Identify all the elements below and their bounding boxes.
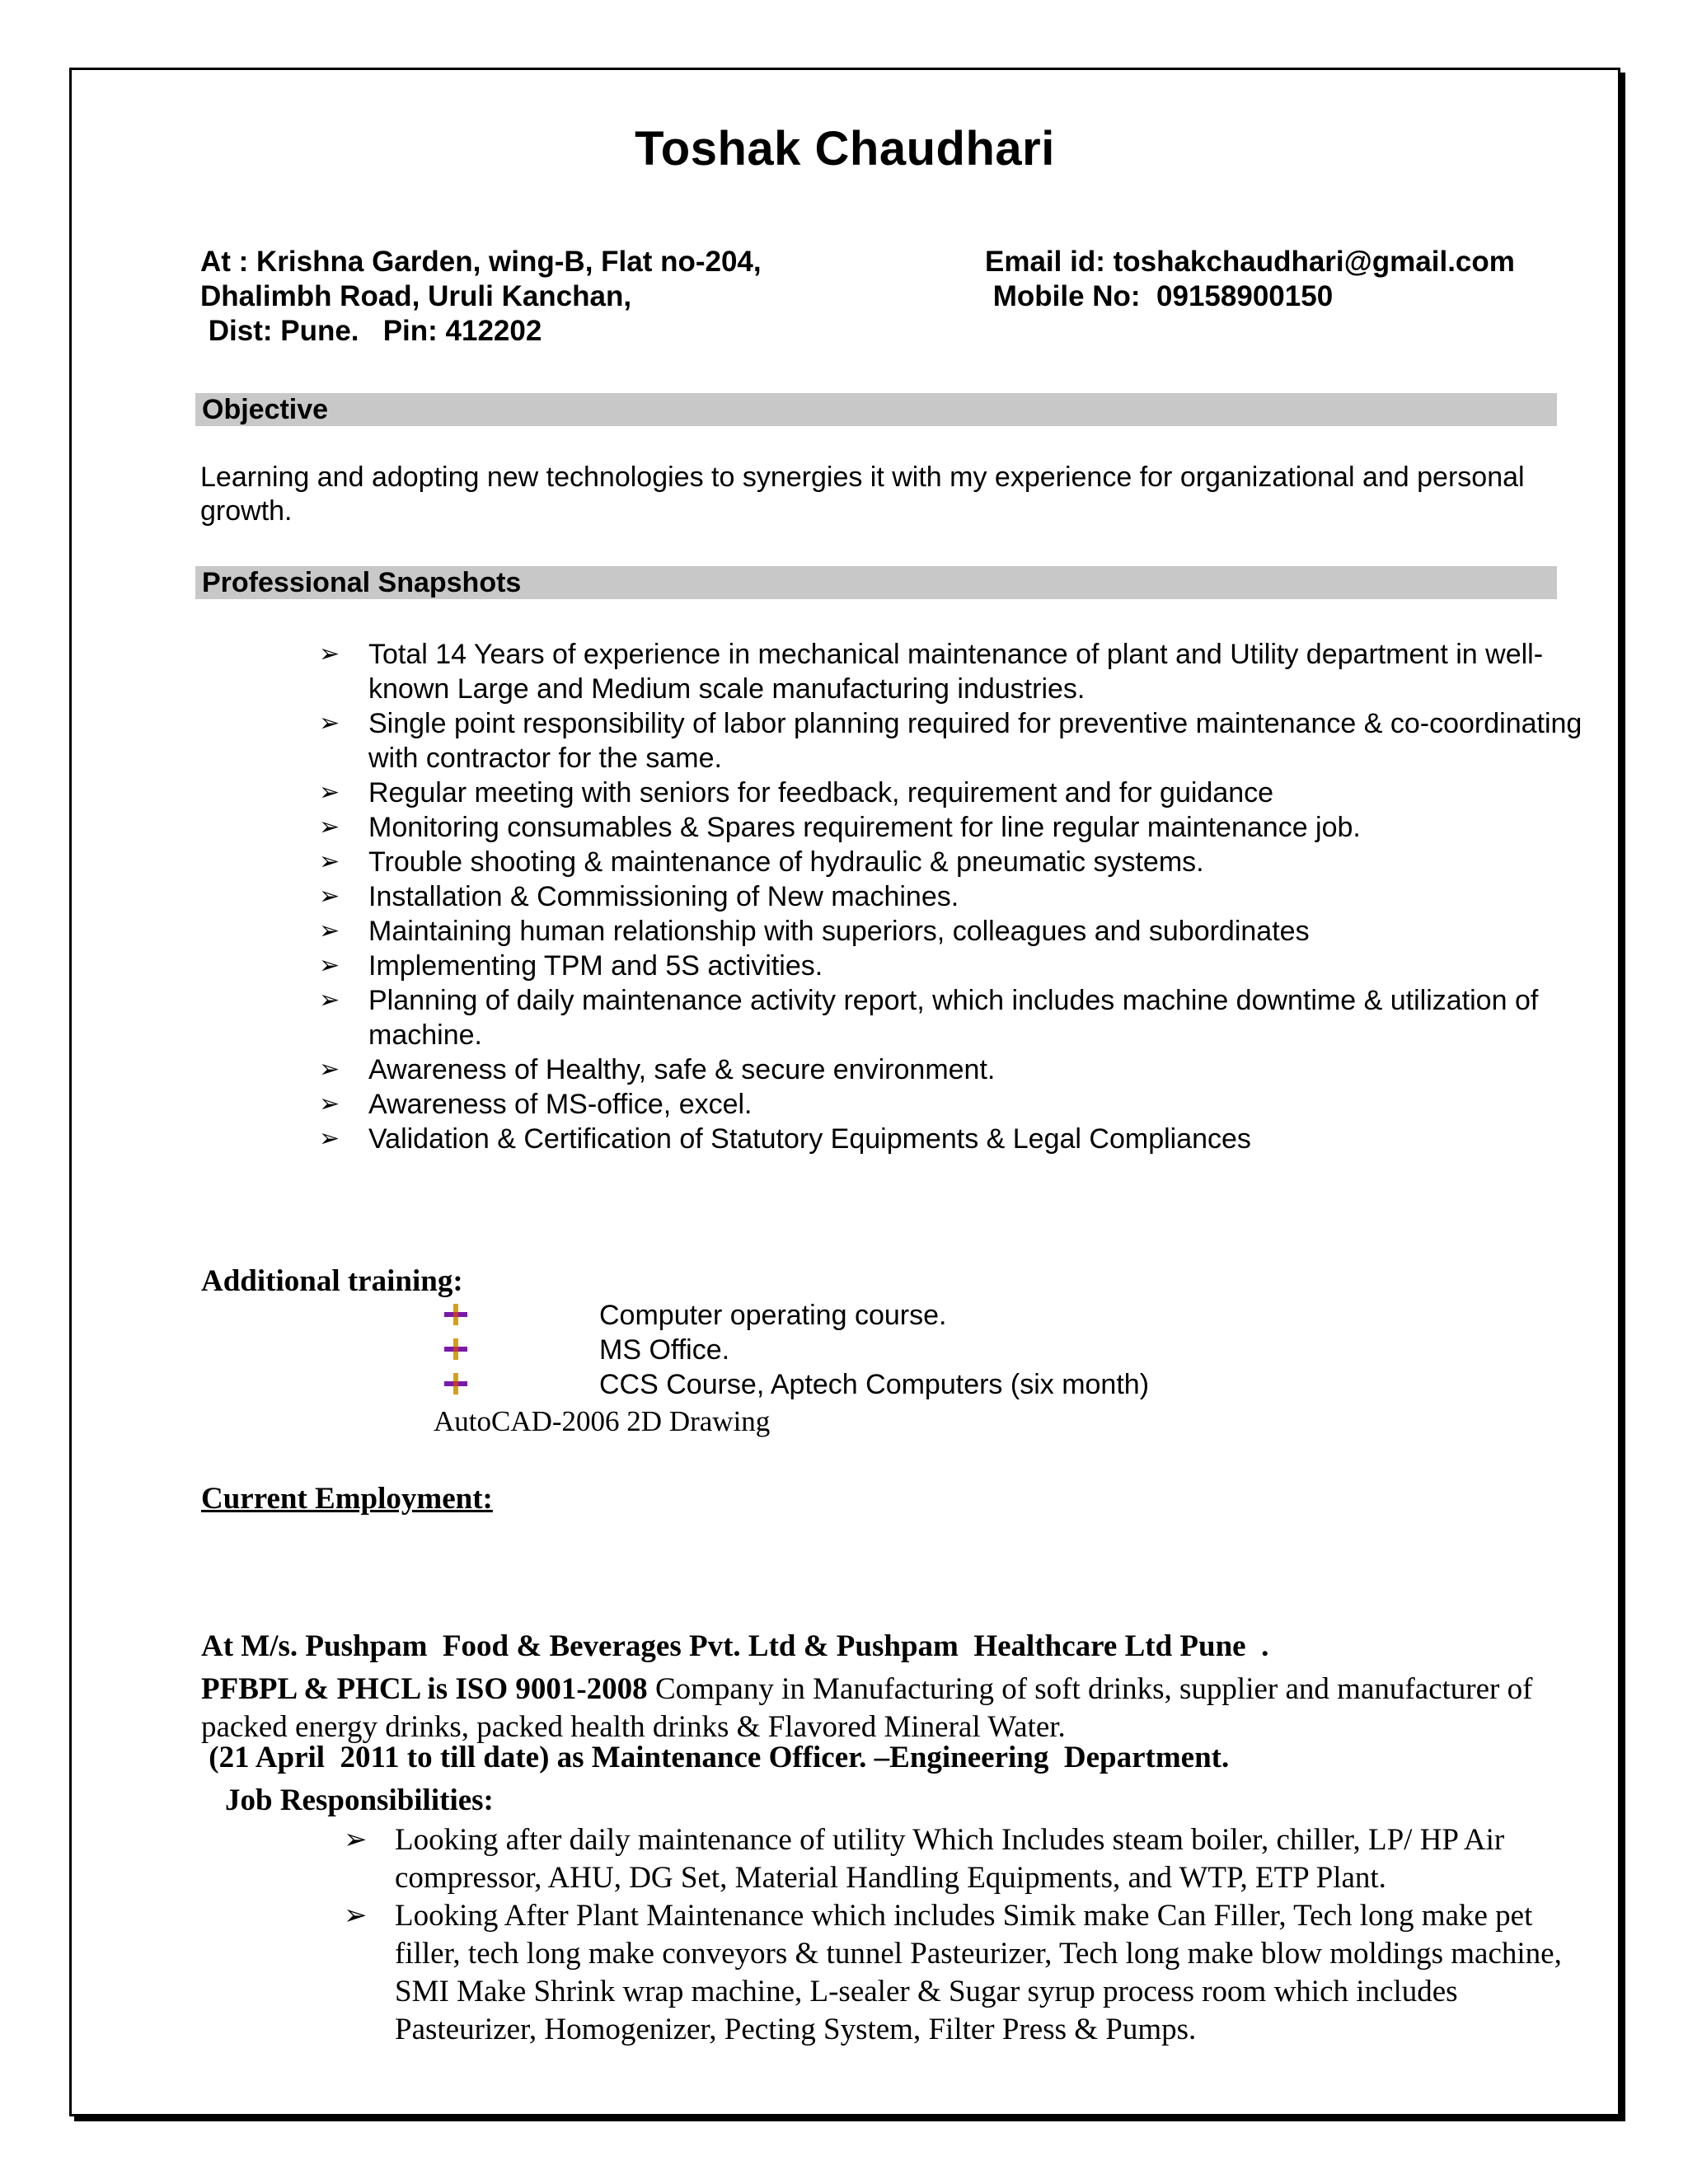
arrow-bullet-icon: ➢: [344, 1825, 368, 1855]
employer-line: At M/s. Pushpam Food & Beverages Pvt. Ltd & Pushpam Healthcare Ltd Pune .: [201, 1629, 1269, 1663]
arrow-bullet-icon: ➢: [319, 640, 340, 668]
list-item: ➢ Installation & Commissioning of New machines.: [319, 881, 959, 912]
arrow-bullet-icon: ➢: [319, 987, 340, 1014]
email-line: Email id: toshakchaudhari@gmail.com: [985, 246, 1515, 278]
arrow-bullet-icon: ➢: [319, 952, 340, 979]
iso-label: PFBPL & PHCL is ISO 9001-2008: [201, 1672, 648, 1706]
cross-bullet-icon: [443, 1372, 469, 1395]
contact-block: [985, 245, 1515, 314]
objective-text: Learning and adopting new technologies to synergies it with my experience for organizational and personal growth.: [200, 462, 1525, 527]
arrow-bullet-icon: ➢: [319, 1090, 340, 1118]
list-item: ➢ Looking After Plant Maintenance which includes Simik make Can Filler, Tech long make pet filler, tech long make conveyors & tunnel Pasteurizer, Tech long make blow moldings machine, SMI Make Shrink wrap machine, L-sealer & Sugar syrup process room which includes Pasteurizer, Homogenizer, Pecting System, Filter Press & Pumps.: [344, 1899, 1562, 2046]
list-item: MS Office.: [443, 1333, 1149, 1367]
tenure-line: (21 April 2011 to till date) as Maintenance Officer. –Engineering Department.: [201, 1741, 1230, 1774]
snapshots-heading: Professional Snapshots: [195, 566, 1557, 599]
jobs-heading: Job Responsibilities:: [225, 1783, 494, 1817]
cross-bullet-icon: [443, 1303, 469, 1326]
arrow-bullet-icon: ➢: [319, 917, 340, 944]
list-item: Computer operating course.: [443, 1298, 1149, 1333]
objective-heading: Objective: [195, 393, 1557, 426]
resume-page: [69, 68, 1620, 2116]
list-item: ➢ Awareness of MS-office, excel.: [319, 1089, 753, 1120]
arrow-bullet-icon: ➢: [319, 710, 340, 737]
jobs-list: [344, 1821, 1605, 2049]
mobile-line: Mobile No: 09158900150: [985, 280, 1334, 312]
arrow-bullet-icon: ➢: [344, 1900, 368, 1931]
list-item: ➢ Trouble shooting & maintenance of hydraulic & pneumatic systems.: [319, 846, 1204, 878]
arrow-bullet-icon: ➢: [319, 1056, 340, 1083]
arrow-bullet-icon: ➢: [319, 883, 340, 910]
list-item: ➢ Looking after daily maintenance of utility Which Includes steam boiler, chiller, LP/ HP Air compressor, AHU, DG Set, Material Handling Equipments, and WTP, ETP Plant.: [344, 1823, 1505, 1895]
arrow-bullet-icon: ➢: [319, 848, 340, 875]
address-line-3: Dist: Pune. Pin: 412202: [200, 315, 542, 347]
list-item: ➢ Implementing TPM and 5S activities.: [319, 950, 823, 982]
arrow-bullet-icon: ➢: [319, 813, 340, 841]
training-autocad: AutoCAD-2006 2D Drawing: [434, 1405, 771, 1437]
arrow-bullet-icon: ➢: [319, 1125, 340, 1152]
employment-heading: Current Employment:: [201, 1482, 493, 1516]
company-description: [201, 1671, 1561, 1746]
list-item: ➢ Planning of daily maintenance activity report, which includes machine downtime & utilization of machine.: [319, 985, 1539, 1051]
list-item: ➢ Regular meeting with seniors for feedback, requirement and for guidance: [319, 777, 1274, 808]
address-line-1: At : Krishna Garden, wing-B, Flat no-204,: [200, 246, 762, 278]
list-item: ➢ Monitoring consumables & Spares requirement for line regular maintenance job.: [319, 812, 1361, 843]
list-item: ➢ Awareness of Healthy, safe & secure environment.: [319, 1054, 996, 1085]
training-heading: Additional training:: [201, 1264, 463, 1298]
arrow-bullet-icon: ➢: [319, 779, 340, 806]
snapshots-list: [319, 637, 1621, 1156]
list-item: ➢ Validation & Certification of Statutory Equipments & Legal Compliances: [319, 1123, 1251, 1155]
address-line-2: Dhalimbh Road, Uruli Kanchan,: [200, 280, 632, 312]
list-item: ➢ Maintaining human relationship with superiors, colleagues and subordinates: [319, 916, 1310, 947]
candidate-name: Toshak Chaudhari: [635, 122, 1055, 176]
list-item: CCS Course, Aptech Computers (six month): [443, 1367, 1149, 1402]
list-item: ➢ Single point responsibility of labor planning required for preventive maintenance & co-coordinating with contractor for the same.: [319, 708, 1582, 774]
training-list: [443, 1298, 1149, 1402]
cross-bullet-icon: [443, 1338, 469, 1361]
list-item: ➢ Total 14 Years of experience in mechanical maintenance of plant and Utility department in well-known Large and Medium scale manufacturing industries.: [319, 639, 1544, 705]
address-block: [200, 245, 762, 349]
company-text: Company in Manufacturing of soft drinks, supplier and manufacturer of packed energy drinks, packed health drinks & Flavored Mineral Water.: [201, 1672, 1533, 1744]
